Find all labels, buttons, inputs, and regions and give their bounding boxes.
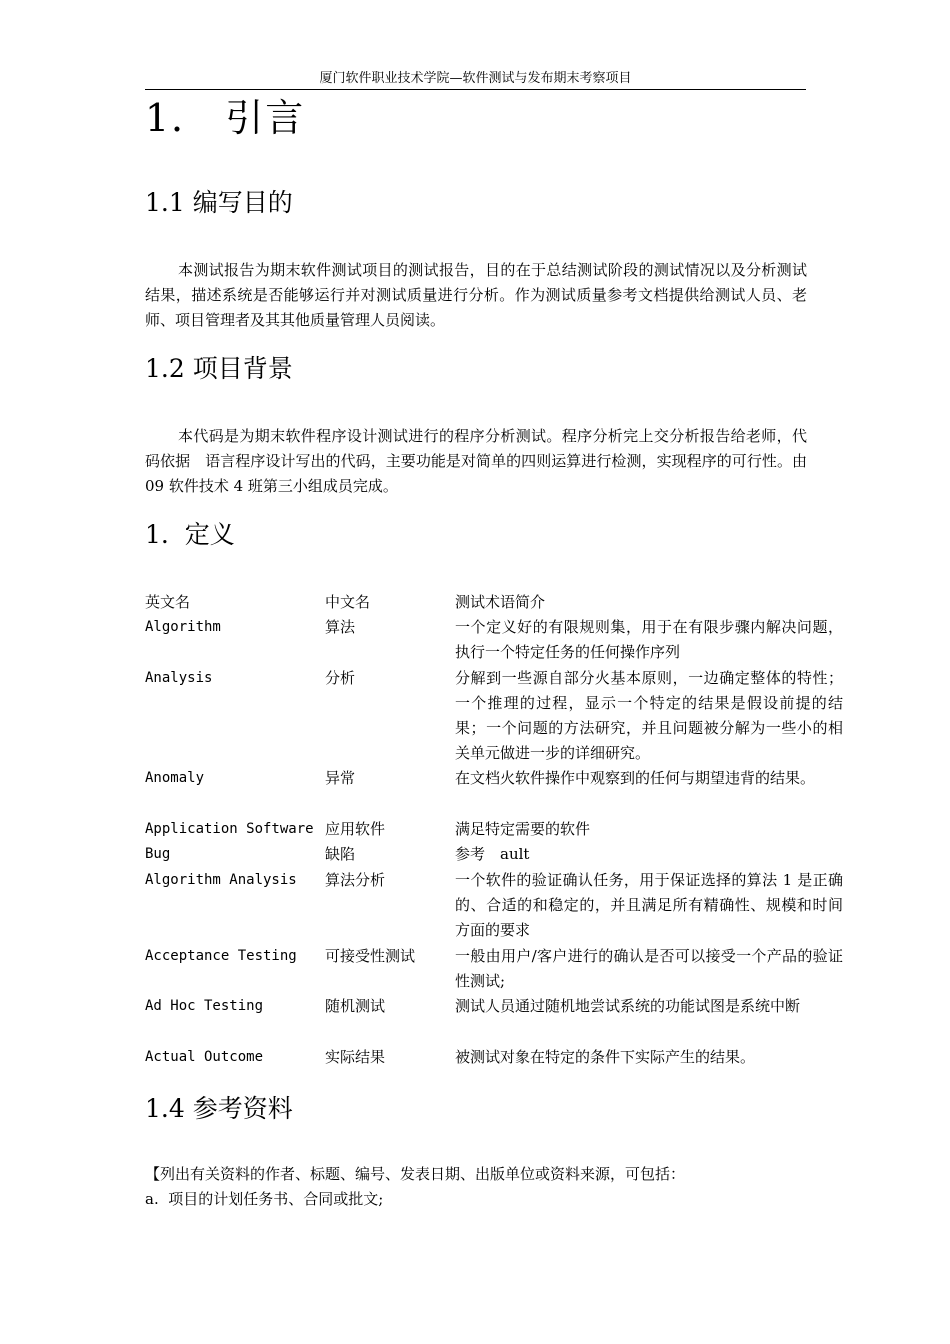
- term-english: Ad Hoc Testing: [145, 998, 264, 1014]
- term-description: 一个定义好的有限规则集，用于在有限步骤内解决问题，执行一个特定任务的任何操作序列: [455, 618, 843, 661]
- background-paragraph: 本代码是为期末软件程序设计测试进行的程序分析测试。程序分析完上交分析报告给老师，代码依据 语言程序设计写出的代码，主要功能是对简单的四则运算进行检测，实现程序的可行性。由 09 软件技术 4 班第三小组成员完成。: [145, 427, 807, 495]
- term-english: Acceptance Testing: [145, 948, 297, 964]
- term-english: Algorithm: [145, 619, 221, 635]
- running-header: 厦门软件职业技术学院—软件测试与发布期末考察项目: [145, 70, 806, 90]
- term-english: Application Software: [145, 821, 314, 837]
- term-chinese: 随机测试: [325, 997, 386, 1015]
- term-chinese: 可接受性测试: [325, 947, 416, 965]
- term-chinese: 应用软件: [325, 820, 386, 838]
- section-title-background: 1.2 项目背景: [145, 354, 293, 383]
- section-title-references: 1.4 参考资料: [145, 1094, 293, 1123]
- term-description: 测试人员通过随机地尝试系统的功能试图是系统中断: [455, 997, 801, 1015]
- term-description: 被测试对象在特定的条件下实际产生的结果。: [455, 1048, 756, 1066]
- section-title-introduction: 1． 引言: [145, 96, 306, 140]
- term-chinese: 算法: [325, 618, 356, 636]
- term-english: Anomaly: [145, 770, 205, 786]
- header-chinese-name: 中文名: [325, 593, 371, 611]
- term-chinese: 实际结果: [325, 1048, 386, 1066]
- references-intro-line: 【列出有关资料的作者、标题、编号、发表日期、出版单位或资料来源，可包括：: [145, 1165, 686, 1183]
- term-description: 一个软件的验证确认任务，用于保证选择的算法 1 是正确的、合适的和稳定的，并且满足所有精确性、规模和时间方面的要求: [455, 871, 843, 939]
- term-english: Algorithm Analysis: [145, 872, 297, 888]
- term-chinese: 分析: [325, 669, 356, 687]
- term-description: 分解到一些源自部分火基本原则，一边确定整体的特性；一个推理的过程，显示一个特定的结果是假设前提的结果；一个问题的方法研究，并且问题被分解为一些小的相关单元做进一步的详细研究。: [455, 669, 843, 762]
- term-english: Actual Outcome: [145, 1049, 264, 1065]
- header-english-name: 英文名: [145, 593, 191, 611]
- term-english: Bug: [145, 846, 171, 862]
- section-title-purpose: 1.1 编写目的: [145, 188, 293, 217]
- term-description: 一般由用户/客户进行的确认是否可以接受一个产品的验证性测试;: [455, 947, 843, 990]
- references-item-a: a. 项目的计划任务书、合同或批文;: [145, 1190, 384, 1208]
- header-term-description: 测试术语简介: [455, 593, 546, 611]
- section-title-definitions: 1. 定义: [145, 520, 235, 549]
- term-description: 参考 ault: [455, 845, 530, 863]
- purpose-paragraph: 本测试报告为期末软件测试项目的测试报告，目的在于总结测试阶段的测试情况以及分析测试结果，描述系统是否能够运行并对测试质量进行分析。作为测试质量参考文档提供给测试人员、老师、项目管理者及其其他质量管理人员阅读。: [145, 261, 807, 329]
- term-chinese: 缺陷: [325, 845, 356, 863]
- term-description: 在文档火软件操作中观察到的任何与期望违背的结果。: [455, 769, 816, 787]
- term-english: Analysis: [145, 670, 213, 686]
- term-chinese: 异常: [325, 769, 356, 787]
- term-chinese: 算法分析: [325, 871, 386, 889]
- term-description: 满足特定需要的软件: [455, 820, 591, 838]
